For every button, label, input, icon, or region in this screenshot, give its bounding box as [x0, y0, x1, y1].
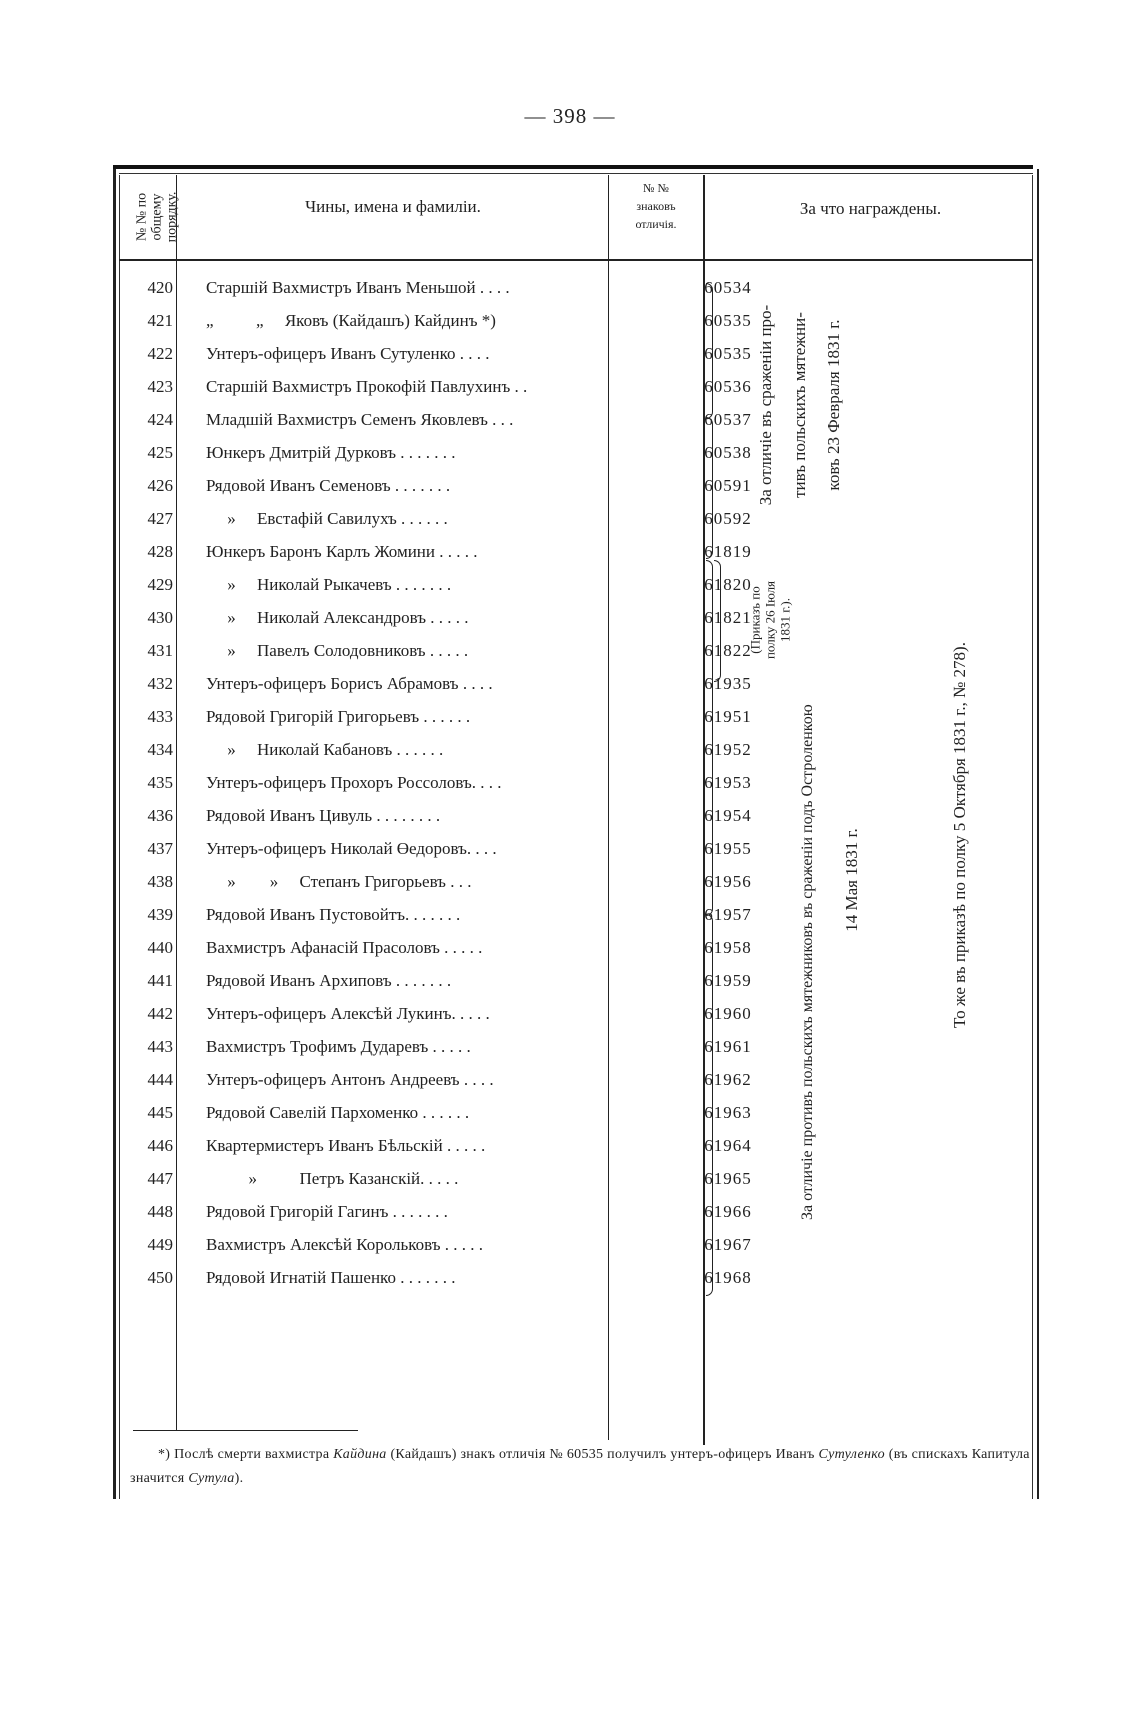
reason-order-october: То же въ приказѣ по полку 5 Октября 1831 г., № 278). [950, 642, 969, 1028]
row-badge-number: 61962 [704, 1070, 752, 1089]
footnote [130, 1443, 1030, 1491]
table-row [113, 872, 752, 905]
row-name: Унтеръ-офицеръ Николай Өедоровъ. . . . [206, 839, 497, 858]
row-badge-number: 60592 [704, 509, 752, 528]
row-name: Унтеръ-офицеръ Иванъ Сутуленко . . . . [206, 344, 490, 363]
row-badge-number: 61822 [704, 641, 752, 660]
row-badge-number: 61957 [704, 905, 752, 924]
row-name: Унтеръ-офицеръ Антонъ Андреевъ . . . . [206, 1070, 494, 1089]
row-number: 424 [147, 410, 173, 429]
row-name: » Петръ Казанскій. . . . . [206, 1169, 459, 1188]
row-name: Младшій Вахмистръ Семенъ Яковлевъ . . . [206, 410, 514, 429]
row-number: 444 [147, 1070, 173, 1089]
row-number: 435 [147, 773, 173, 792]
row-badge-number: 61821 [704, 608, 752, 627]
row-badge-number: 60536 [704, 377, 752, 396]
row-number: 446 [147, 1136, 173, 1155]
row-name: » Николай Кабановъ . . . . . . [206, 740, 444, 759]
row-name: Рядовой Савелій Пархоменко . . . . . . [206, 1103, 470, 1122]
table-row [113, 311, 752, 344]
footnote-marker: *) [158, 1447, 171, 1462]
footnote-text: ). [234, 1471, 244, 1486]
row-badge-number: 61820 [704, 575, 752, 594]
row-name: Квартермистеръ Иванъ Бѣльскій . . . . . [206, 1136, 486, 1155]
row-badge-number: 61968 [704, 1268, 752, 1287]
row-number: 445 [147, 1103, 173, 1122]
row-number: 449 [147, 1235, 173, 1254]
row-badge-number: 61953 [704, 773, 752, 792]
reason-line: 14 Мая 1831 г. [842, 828, 861, 932]
table-row [113, 410, 752, 443]
row-number: 431 [147, 641, 173, 660]
header-divider [119, 259, 1033, 261]
table-row [113, 641, 752, 674]
table-row [113, 773, 752, 806]
table-row [113, 938, 752, 971]
row-number: 425 [147, 443, 173, 462]
page-number: — 398 — [524, 104, 616, 128]
row-number: 437 [147, 839, 173, 858]
table-row [113, 278, 752, 311]
row-name: » Павелъ Солодовниковъ . . . . . [206, 641, 469, 660]
row-badge-number: 60537 [704, 410, 752, 429]
table-row [113, 1136, 752, 1169]
reason-line: ковъ 23 Февраля 1831 г. [824, 319, 843, 491]
row-name: Рядовой Иванъ Пустовойтъ. . . . . . . [206, 905, 461, 924]
row-number: 448 [147, 1202, 173, 1221]
row-number: 439 [147, 905, 173, 924]
row-number: 427 [147, 509, 173, 528]
reason-line: тивъ польскихъ мятежни- [790, 312, 809, 498]
row-badge-number: 61964 [704, 1136, 752, 1155]
footnote-rule [133, 1430, 358, 1431]
row-badge-number: 61961 [704, 1037, 752, 1056]
row-name: » » Степанъ Григорьевъ . . . [206, 872, 472, 891]
table-row [113, 344, 752, 377]
footnote-italic-name: Кайдина [333, 1447, 387, 1462]
row-number: 422 [147, 344, 173, 363]
row-badge-number: 60534 [704, 278, 752, 297]
table-row [113, 905, 752, 938]
row-name: Вахмистръ Трофимъ Дударевъ . . . . . [206, 1037, 471, 1056]
header-column-reason: За что награждены. [799, 199, 942, 218]
header-number-line: общему [149, 193, 165, 241]
row-number: 443 [147, 1037, 173, 1056]
row-badge-number: 61952 [704, 740, 752, 759]
reason-feb-1831 [749, 260, 851, 550]
header-badge-line: № № [643, 181, 669, 195]
table-row [113, 1235, 752, 1268]
table-row [113, 1103, 752, 1136]
table-row [113, 443, 752, 476]
row-badge-number: 61965 [704, 1169, 752, 1188]
brace-order-july [714, 560, 721, 682]
row-number: 432 [147, 674, 173, 693]
row-badge-number: 61963 [704, 1103, 752, 1122]
row-badge-number: 60591 [704, 476, 752, 495]
table-row [113, 575, 752, 608]
table-row [113, 740, 752, 773]
table-row [113, 1004, 752, 1037]
footnote-italic-name: Сутула [188, 1471, 235, 1486]
table-row [113, 608, 752, 641]
frame-right-border [1037, 169, 1039, 1499]
row-name: » Николай Рыкачевъ . . . . . . . [206, 575, 452, 594]
row-name: Унтеръ-офицеръ Прохоръ Россоловъ. . . . [206, 773, 502, 792]
row-badge-number: 61966 [704, 1202, 752, 1221]
row-number: 447 [147, 1169, 173, 1188]
row-name: Юнкеръ Баронъ Карлъ Жомини . . . . . [206, 542, 478, 561]
row-number: 421 [147, 311, 173, 330]
row-name: Рядовой Иванъ Семеновъ . . . . . . . [206, 476, 451, 495]
table-row [113, 839, 752, 872]
row-name: Вахмистръ Афанасій Прасоловъ . . . . . [206, 938, 483, 957]
table-row [113, 1202, 752, 1235]
row-number: 438 [147, 872, 173, 891]
row-badge-number: 60535 [704, 311, 752, 330]
brace-group-4 [706, 914, 713, 1296]
brace-group-1 [706, 283, 713, 419]
row-name: Рядовой Иванъ Цивуль . . . . . . . . [206, 806, 441, 825]
row-number: 436 [147, 806, 173, 825]
header-column-name: Чины, имена и фамиліи. [305, 197, 481, 216]
row-name: Унтеръ-офицеръ Борисъ Абрамовъ . . . . [206, 674, 493, 693]
row-name: Старшій Вахмистръ Иванъ Меньшой . . . . [206, 278, 510, 297]
brace-group-2 [706, 417, 713, 559]
reason-line: полку 26 Іюля [762, 580, 778, 660]
row-number: 430 [147, 608, 173, 627]
table-row [113, 1070, 752, 1103]
table-row [113, 674, 752, 707]
row-number: 434 [147, 740, 173, 759]
row-number: 420 [147, 278, 173, 297]
table-row [113, 1268, 752, 1301]
row-number: 440 [147, 938, 173, 957]
frame-top-inner-border [119, 173, 1033, 174]
header-column-badge [610, 175, 702, 233]
header-badge-line: отличія. [635, 217, 677, 231]
row-name: Вахмистръ Алексѣй Корольковъ . . . . . [206, 1235, 484, 1254]
row-number: 426 [147, 476, 173, 495]
row-name: Рядовой Григорій Гагинъ . . . . . . . [206, 1202, 448, 1221]
row-name: Рядовой Иванъ Архиповъ . . . . . . . [206, 971, 452, 990]
row-number: 428 [147, 542, 173, 561]
row-badge-number: 60538 [704, 443, 752, 462]
row-name: » Евстафій Савилухъ . . . . . . [206, 509, 448, 528]
row-number: 433 [147, 707, 173, 726]
footnote-text: (Кайдашъ) знакъ отличія № 60535 получилъ унтеръ-офицеръ Иванъ [390, 1447, 815, 1462]
footnote-text: (въ спискахъ Капитула значится [130, 1447, 1030, 1486]
row-badge-number: 61958 [704, 938, 752, 957]
row-number: 441 [147, 971, 173, 990]
row-badge-number: 61955 [704, 839, 752, 858]
reason-line: За отличіе въ сраженіи про- [756, 304, 775, 506]
table-row [113, 707, 752, 740]
row-badge-number: 61959 [704, 971, 752, 990]
table-row [113, 509, 752, 542]
row-badge-number: 61935 [704, 674, 752, 693]
reason-line: (Приказъ по [747, 586, 763, 654]
row-badge-number: 61954 [704, 806, 752, 825]
row-number: 429 [147, 575, 173, 594]
table-row [113, 542, 752, 575]
row-number: 450 [147, 1268, 173, 1287]
reason-line: 1831 г.). [777, 598, 793, 642]
reason-line: За отличіе противъ польскихъ мятежниковъ въ сраженіи подъ Остроленкою [799, 704, 816, 1220]
row-badge-number: 61956 [704, 872, 752, 891]
table-row [113, 377, 752, 410]
row-number: 442 [147, 1004, 173, 1023]
row-name: » Николай Александровъ . . . . . [206, 608, 469, 627]
row-badge-number: 61951 [704, 707, 752, 726]
row-badge-number: 61960 [704, 1004, 752, 1023]
row-name: Рядовой Григорій Григорьевъ . . . . . . [206, 707, 471, 726]
row-name: Юнкеръ Дмитрій Дурковъ . . . . . . . [206, 443, 456, 462]
table-row [113, 1169, 752, 1202]
footnote-italic-name: Сутуленко [818, 1447, 885, 1462]
row-name: „ „ Яковъ (Кайдашъ) Кайдинъ *) [206, 311, 496, 330]
brace-group-3 [706, 560, 713, 916]
row-number: 423 [147, 377, 173, 396]
reason-ostrolenka [786, 560, 874, 1260]
header-number-line: № № по [134, 192, 150, 242]
header-badge-line: знаковъ [636, 199, 676, 213]
frame-right-inner-border [1032, 175, 1033, 1499]
table-row [113, 476, 752, 509]
header-number-line: порядку. [164, 191, 180, 243]
header-column-number [123, 175, 191, 259]
row-name: Рядовой Игнатій Пашенко . . . . . . . [206, 1268, 456, 1287]
table-row [113, 971, 752, 1004]
row-badge-number: 61967 [704, 1235, 752, 1254]
row-badge-number: 60535 [704, 344, 752, 363]
row-name: Унтеръ-офицеръ Алексѣй Лукинъ. . . . . [206, 1004, 490, 1023]
row-name: Старшій Вахмистръ Прокофій Павлухинъ . . [206, 377, 528, 396]
footnote-text: Послѣ смерти вахмистра [174, 1447, 330, 1462]
row-badge-number: 61819 [704, 542, 752, 561]
table-row [113, 806, 752, 839]
table-row [113, 1037, 752, 1070]
